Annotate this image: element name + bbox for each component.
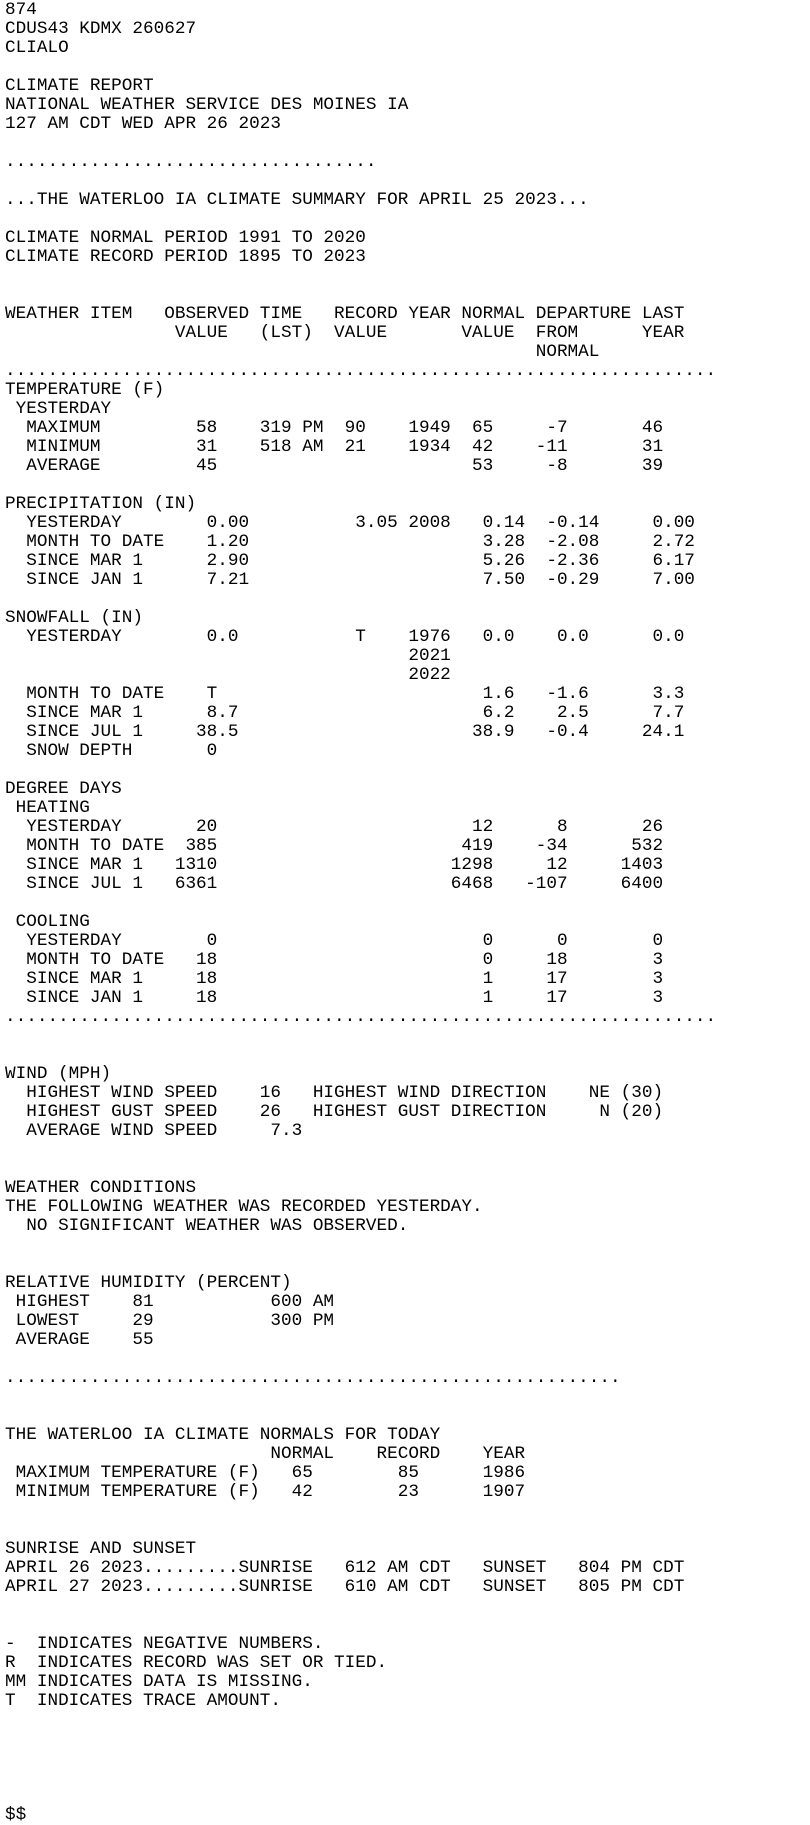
report-line: SINCE JUL 1 38.5 38.9 -0.4 24.1 (5, 722, 685, 742)
report-line: DEGREE DAYS (5, 779, 122, 799)
report-line: RELATIVE HUMIDITY (PERCENT) (5, 1273, 292, 1293)
report-line: VALUE (LST) VALUE VALUE FROM YEAR (5, 323, 685, 343)
report-line: HIGHEST GUST SPEED 26 HIGHEST GUST DIRECTION N (20) (5, 1102, 664, 1122)
report-line: MAXIMUM 58 319 PM 90 1949 65 -7 46 (5, 418, 664, 438)
report-line: AVERAGE WIND SPEED 7.3 (5, 1121, 303, 1141)
report-line: HIGHEST 81 600 AM (5, 1292, 335, 1312)
report-line: 127 AM CDT WED APR 26 2023 (5, 114, 281, 134)
report-line: SNOW DEPTH 0 (5, 741, 218, 761)
report-line: T INDICATES TRACE AMOUNT. (5, 1691, 281, 1711)
report-line: CLIMATE NORMAL PERIOD 1991 TO 2020 (5, 228, 366, 248)
report-line: WEATHER CONDITIONS (5, 1178, 197, 1198)
report-line: YESTERDAY 20 12 8 26 (5, 817, 664, 837)
report-line (5, 761, 810, 780)
report-line: CLIMATE REPORT (5, 76, 154, 96)
report-line (5, 1787, 810, 1806)
report-line: ................................................................... (5, 361, 717, 381)
report-line (5, 1730, 810, 1749)
report-line: YESTERDAY (5, 399, 112, 419)
report-line: AVERAGE 45 53 -8 39 (5, 456, 664, 476)
report-line (5, 1597, 810, 1616)
report-line: - INDICATES NEGATIVE NUMBERS. (5, 1634, 324, 1654)
report-line (5, 1502, 810, 1521)
report-line: MONTH TO DATE 385 419 -34 532 (5, 836, 664, 856)
report-line (5, 590, 810, 609)
report-line (5, 172, 810, 191)
report-line (5, 1521, 810, 1540)
report-line (5, 1046, 810, 1065)
report-line: MONTH TO DATE 1.20 3.28 -2.08 2.72 (5, 532, 695, 552)
report-line: SUNRISE AND SUNSET (5, 1539, 197, 1559)
report-line: CDUS43 KDMX 260627 (5, 19, 197, 39)
report-line (5, 894, 810, 913)
report-line: THE FOLLOWING WEATHER WAS RECORDED YESTERDAY. (5, 1197, 483, 1217)
report-line (5, 58, 810, 77)
report-line: WEATHER ITEM OBSERVED TIME RECORD YEAR NORMAL DEPARTURE LAST (5, 304, 685, 324)
report-line: MAXIMUM TEMPERATURE (F) 65 85 1986 (5, 1463, 526, 1483)
report-line: APRIL 27 2023.........SUNRISE 610 AM CDT SUNSET 805 PM CDT (5, 1577, 685, 1597)
report-line: SINCE JAN 1 7.21 7.50 -0.29 7.00 (5, 570, 695, 590)
report-line: CLIMATE RECORD PERIOD 1895 TO 2023 (5, 247, 366, 267)
report-line (5, 1027, 810, 1046)
report-line (5, 1616, 810, 1635)
report-line (5, 1236, 810, 1255)
report-line: NORMAL (5, 342, 600, 362)
report-line: AVERAGE 55 (5, 1330, 154, 1350)
report-line: HIGHEST WIND SPEED 16 HIGHEST WIND DIRECTION NE (30) (5, 1083, 664, 1103)
report-line: HEATING (5, 798, 90, 818)
report-line (5, 1160, 810, 1179)
report-line: LOWEST 29 300 PM (5, 1311, 335, 1331)
report-line (5, 1350, 810, 1369)
report-line: ................................................................... (5, 1007, 717, 1027)
report-line: 2022 (5, 665, 451, 685)
report-line: MONTH TO DATE T 1.6 -1.6 3.3 (5, 684, 685, 704)
report-line (5, 134, 810, 153)
report-line: APRIL 26 2023.........SUNRISE 612 AM CDT SUNSET 804 PM CDT (5, 1558, 685, 1578)
report-line: .......................................................... (5, 1368, 621, 1388)
report-line: SINCE MAR 1 8.7 6.2 2.5 7.7 (5, 703, 685, 723)
report-line: THE WATERLOO IA CLIMATE NORMALS FOR TODAY (5, 1425, 441, 1445)
report-line: SINCE MAR 1 1310 1298 12 1403 (5, 855, 664, 875)
report-line (5, 267, 810, 286)
report-line: COOLING (5, 912, 90, 932)
report-line: WIND (MPH) (5, 1064, 112, 1084)
report-line: ...THE WATERLOO IA CLIMATE SUMMARY FOR APRIL 25 2023... (5, 190, 589, 210)
report-line: MONTH TO DATE 18 0 18 3 (5, 950, 664, 970)
report-line (5, 1388, 810, 1407)
report-line (5, 1255, 810, 1274)
report-line: SINCE MAR 1 18 1 17 3 (5, 969, 664, 989)
report-line: 874 (5, 0, 37, 20)
report-line: R INDICATES RECORD WAS SET OR TIED. (5, 1653, 388, 1673)
report-line: TEMPERATURE (F) (5, 380, 165, 400)
report-line: CLIALO (5, 38, 69, 58)
report-line: SINCE MAR 1 2.90 5.26 -2.36 6.17 (5, 551, 695, 571)
report-line: PRECIPITATION (IN) (5, 494, 197, 514)
report-line (5, 286, 810, 305)
report-line (5, 1711, 810, 1730)
report-line (5, 1141, 810, 1160)
report-line: MM INDICATES DATA IS MISSING. (5, 1672, 313, 1692)
report-line: YESTERDAY 0.0 T 1976 0.0 0.0 0.0 (5, 627, 685, 647)
report-line: $$ (5, 1805, 27, 1825)
report-line (5, 210, 810, 229)
report-line: MINIMUM TEMPERATURE (F) 42 23 1907 (5, 1482, 526, 1502)
report-line: YESTERDAY 0.00 3.05 2008 0.14 -0.14 0.00 (5, 513, 695, 533)
report-line: YESTERDAY 0 0 0 0 (5, 931, 664, 951)
report-line: SINCE JAN 1 18 1 17 3 (5, 988, 664, 1008)
report-line: SNOWFALL (IN) (5, 608, 143, 628)
report-line: SINCE JUL 1 6361 6468 -107 6400 (5, 874, 664, 894)
report-line (5, 476, 810, 495)
report-line (5, 1768, 810, 1787)
report-line (5, 1407, 810, 1426)
report-line: MINIMUM 31 518 AM 21 1934 42 -11 31 (5, 437, 664, 457)
report-line (5, 1749, 810, 1768)
report-line: NO SIGNIFICANT WEATHER WAS OBSERVED. (5, 1216, 409, 1236)
report-line: 2021 (5, 646, 451, 666)
report-line: ................................... (5, 152, 377, 172)
report-line: NORMAL RECORD YEAR (5, 1444, 526, 1464)
report-line: NATIONAL WEATHER SERVICE DES MOINES IA (5, 95, 409, 115)
